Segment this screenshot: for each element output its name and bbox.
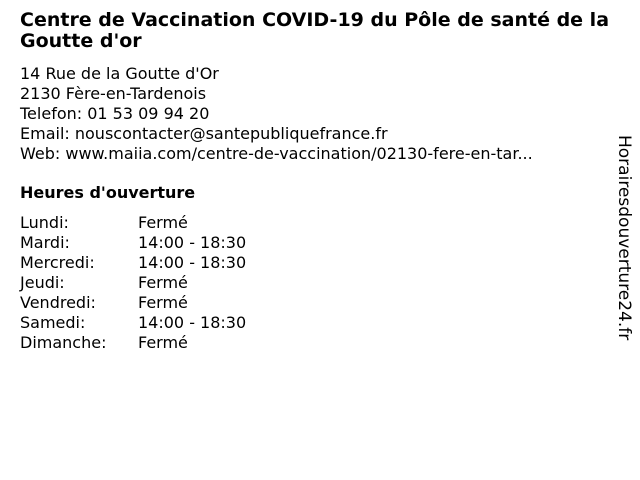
day-label: Vendredi:: [20, 293, 96, 312]
time-value: 14:00 - 18:30: [138, 313, 247, 332]
hours-row-monday: [20, 213, 246, 233]
time-value: 14:00 - 18:30: [138, 253, 247, 272]
day-label: Dimanche:: [20, 333, 107, 352]
time-value: Fermé: [138, 273, 188, 292]
day-label: Samedi:: [20, 313, 86, 332]
day-label: Mardi:: [20, 233, 70, 252]
hours-row-tuesday: [20, 233, 246, 253]
hours-row-friday: [20, 293, 246, 313]
site-brand-vertical: Horairesdouverture24.fr: [614, 135, 634, 341]
address-line-2: 2130 Fère-en-Tardenois: [20, 84, 207, 103]
opening-hours-heading: Heures d'ouverture: [20, 183, 196, 202]
hours-row-wednesday: [20, 253, 246, 273]
time-value: 14:00 - 18:30: [138, 233, 247, 252]
web-text: Web: www.maiia.com/centre-de-vaccination/02130-fere-en-tar...: [20, 144, 533, 163]
time-value: Fermé: [138, 213, 188, 232]
day-label: Lundi:: [20, 213, 69, 232]
hours-row-sunday: [20, 333, 246, 353]
hours-row-saturday: [20, 313, 246, 333]
day-label: Mercredi:: [20, 253, 95, 272]
hours-row-thursday: [20, 273, 246, 293]
time-value: Fermé: [138, 333, 188, 352]
address-line-1: 14 Rue de la Goutte d'Or: [20, 64, 219, 83]
page-title: Centre de Vaccination COVID-19 du Pôle de santé de la Goutte d'or: [20, 9, 610, 52]
phone-text: Telefon: 01 53 09 94 20: [20, 104, 210, 123]
time-value: Fermé: [138, 293, 188, 312]
opening-hours-list: [20, 213, 246, 353]
day-label: Jeudi:: [20, 273, 65, 292]
contact-info: [20, 64, 533, 164]
email-text: Email: nouscontacter@santepubliquefrance.fr: [20, 124, 388, 143]
